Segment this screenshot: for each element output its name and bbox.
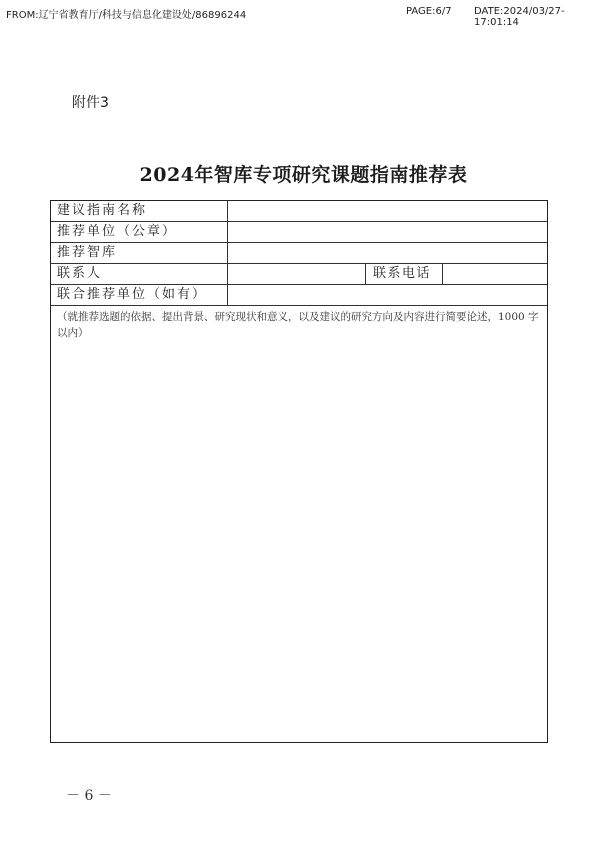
guide-name-label: 建议指南名称 (51, 201, 228, 221)
fax-from: FROM:辽宁省教育厅/科技与信息化建设处/86896244 (6, 10, 247, 21)
think-tank-field[interactable] (228, 243, 547, 263)
description-instruction: （就推荐选题的依据、提出背景、研究现状和意义，以及建议的研究方向及内容进行简要论述，1000 字以内） (57, 311, 539, 339)
phone-field[interactable] (443, 264, 547, 284)
recommending-unit-field[interactable] (228, 222, 547, 242)
recommendation-form (50, 200, 548, 743)
page-number: － 6 － (66, 788, 112, 804)
fax-header (6, 6, 601, 28)
page-title: 2024年智库专项研究课题指南推荐表 (139, 164, 468, 186)
row-guide-name (51, 201, 547, 222)
think-tank-label: 推荐智库 (51, 243, 228, 263)
phone-label: 联系电话 (365, 264, 443, 284)
row-recommending-unit (51, 222, 547, 243)
row-think-tank (51, 243, 547, 264)
description-area[interactable] (51, 306, 547, 742)
row-joint-unit (51, 285, 547, 306)
row-contact (51, 264, 547, 285)
fax-page: PAGE:6/7 (406, 6, 452, 17)
joint-unit-label: 联合推荐单位（如有） (51, 285, 228, 305)
recommending-unit-label: 推荐单位（公章） (51, 222, 228, 242)
contact-label: 联系人 (51, 264, 228, 284)
joint-unit-field[interactable] (228, 285, 547, 305)
fax-date: DATE:2024/03/27-17:01:14 (474, 6, 565, 28)
attachment-label: 附件3 (72, 95, 109, 111)
guide-name-field[interactable] (228, 201, 547, 221)
